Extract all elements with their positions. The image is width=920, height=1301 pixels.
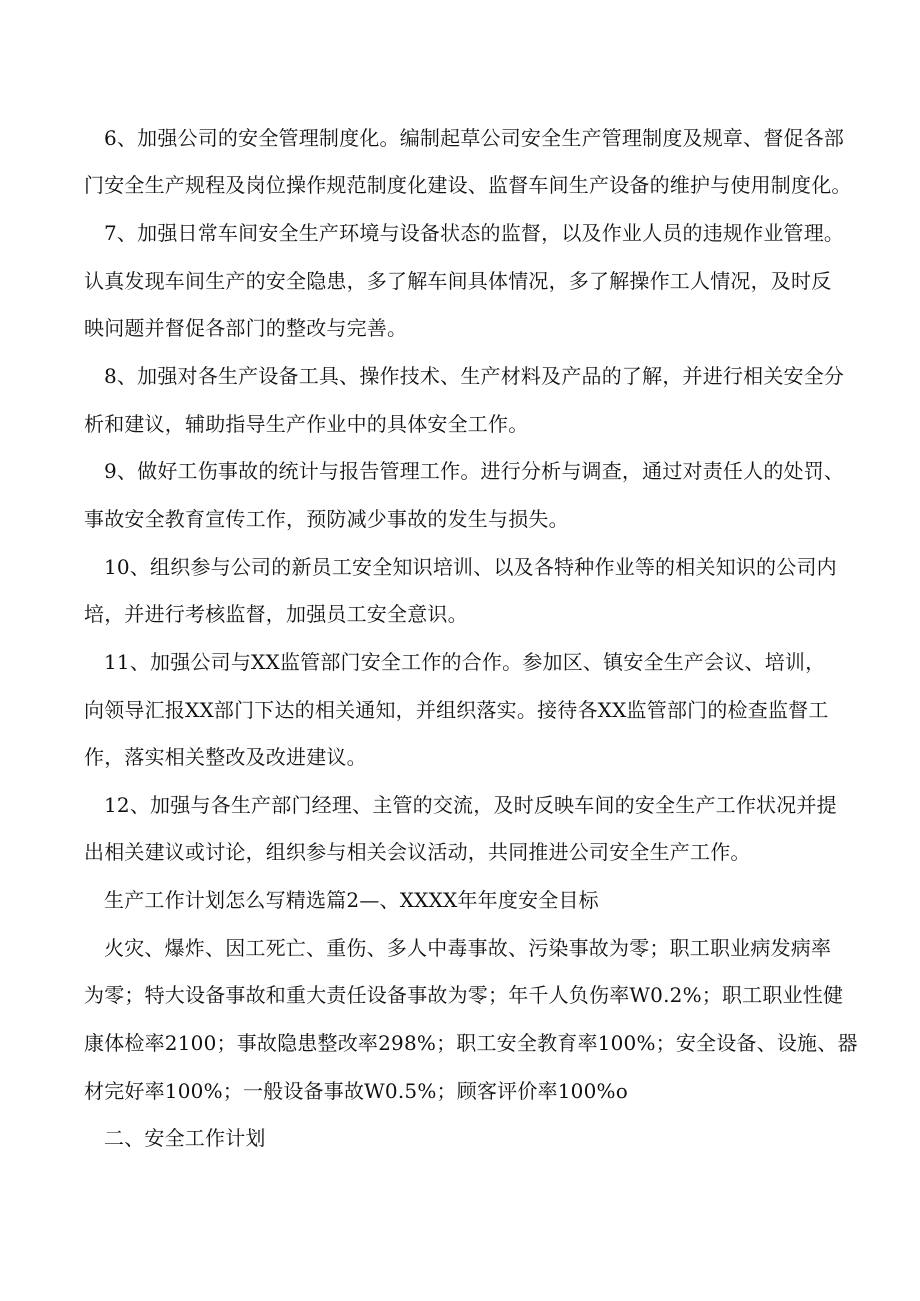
section-heading-annual-goal: 生产工作计划怎么写精选篇2—、XXXX年年度安全目标 (104, 888, 599, 912)
paragraph-11-line-1: 11、加强公司与XX监管部门安全工作的合作。参加区、镇安全生产会议、培训， (104, 650, 826, 674)
paragraph-10-line-2: 培，并进行考核监督，加强员工安全意识。 (84, 602, 468, 626)
paragraph-11-line-3: 作，落实相关整改及改进建议。 (84, 745, 367, 769)
goal-paragraph-line-2: 为零；特大设备事故和重大责任设备事故为零；年千人负伤率W0.2%；职工职业性健 (84, 983, 844, 1007)
paragraph-9-line-2: 事故安全教育宣传工作，预防减少事故的发生与损失。 (84, 507, 569, 531)
paragraph-6-line-2: 门安全生产规程及岗位操作规范制度化建设、监督车间生产设备的维护与使用制度化。 (84, 173, 852, 197)
section-heading-safety-plan: 二、安全工作计划 (104, 1126, 266, 1150)
goal-paragraph-line-4: 材完好率100%；一般设备事故W0.5%；顾客评价率100%o (84, 1079, 628, 1103)
paragraph-8-line-1: 8、加强对各生产设备工具、操作技术、生产材料及产品的了解，并进行相关安全分 (104, 364, 845, 388)
paragraph-8-line-2: 析和建议，辅助指导生产作业中的具体安全工作。 (84, 412, 529, 436)
paragraph-7-line-3: 映问题并督促各部门的整改与完善。 (84, 316, 408, 340)
paragraph-10-line-1: 10、组织参与公司的新员工安全知识培训、以及各特种作业等的相关知识的公司内 (104, 555, 837, 579)
paragraph-12-line-2: 出相关建议或讨论，组织参与相关会议活动，共同推进公司安全生产工作。 (84, 840, 751, 864)
paragraph-6-line-1: 6、加强公司的安全管理制度化。编制起草公司安全生产管理制度及规章、督促各部 (104, 126, 845, 150)
paragraph-7-line-2: 认真发现车间生产的安全隐患，多了解车间具体情况，多了解操作工人情况，及时反 (84, 269, 832, 293)
paragraph-12-line-1: 12、加强与各生产部门经理、主管的交流，及时反映车间的安全生产工作状况并提 (104, 793, 837, 817)
goal-paragraph-line-3: 康体检率2100；事故隐患整改率298%；职工安全教育率100%；安全设备、设施、器 (84, 1031, 858, 1055)
goal-paragraph-line-1: 火灾、爆炸、因工死亡、重伤、多人中毒事故、污染事故为零；职工职业病发病率 (104, 936, 832, 960)
paragraph-7-line-1: 7、加强日常车间安全生产环境与设备状态的监督，以及作业人员的违规作业管理。 (104, 221, 845, 245)
paragraph-11-line-2: 向领导汇报XX部门下达的相关通知，并组织落实。接待各XX监管部门的检查监督工 (84, 698, 829, 722)
paragraph-9-line-1: 9、做好工伤事故的统计与报告管理工作。进行分析与调查，通过对责任人的处罚、 (104, 459, 845, 483)
